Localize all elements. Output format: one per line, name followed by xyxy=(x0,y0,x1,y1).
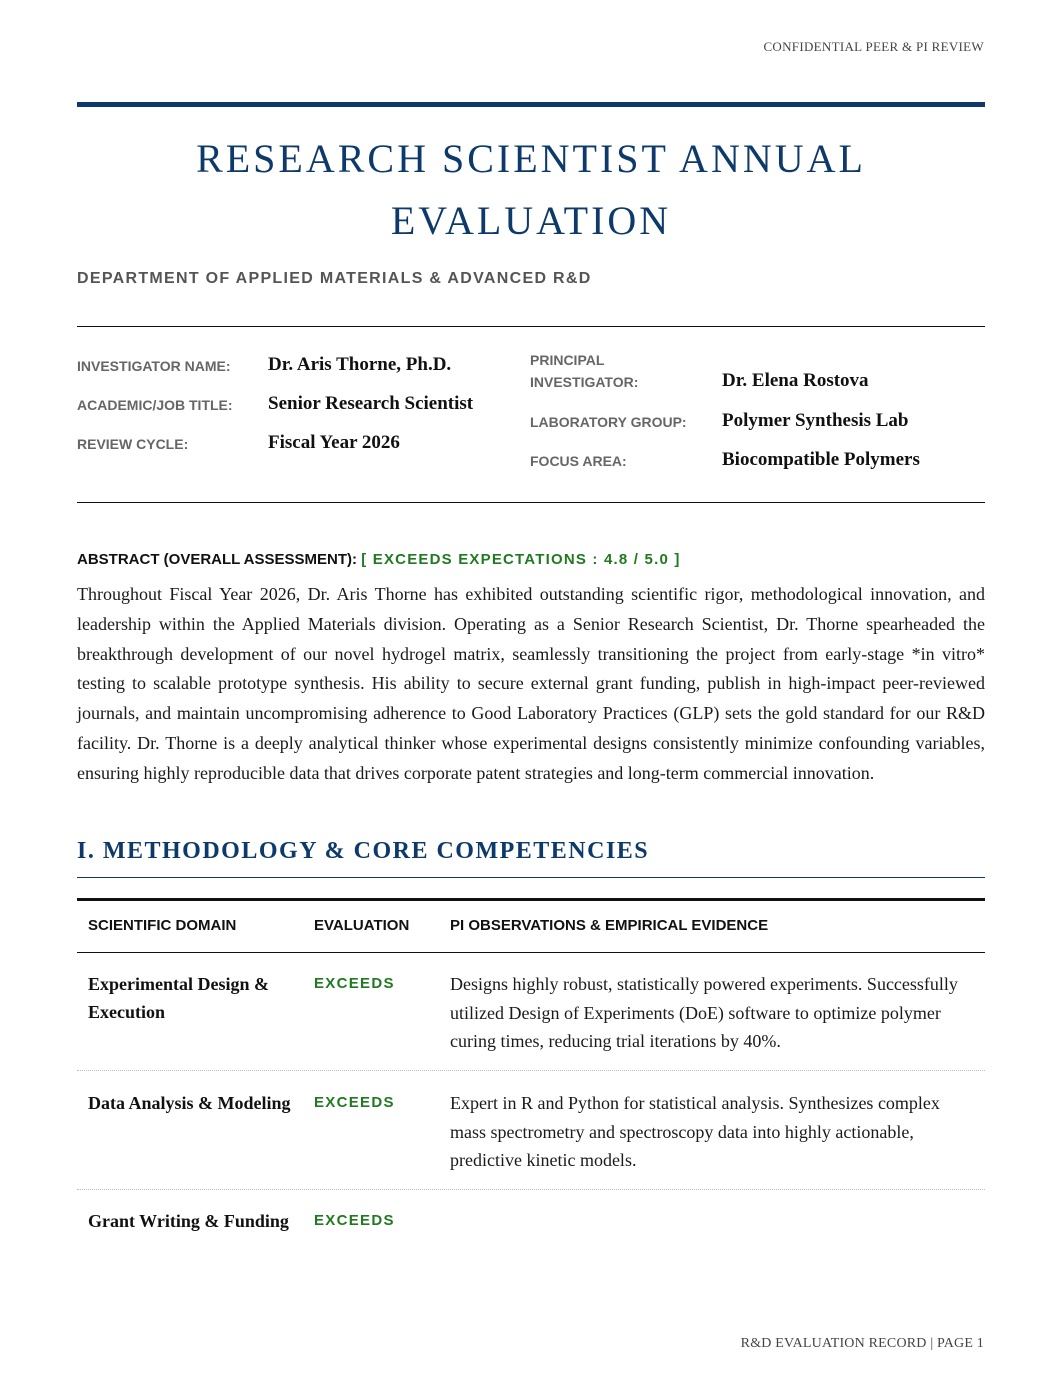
principal-investigator-value: Dr. Elena Rostova xyxy=(722,370,869,391)
header-rule xyxy=(77,102,985,107)
domain-cell: Experimental Design & Execution xyxy=(88,974,269,1022)
domain-cell: Grant Writing & Funding xyxy=(88,1211,289,1231)
domain-cell: Data Analysis & Modeling xyxy=(88,1093,291,1113)
department-subtitle: DEPARTMENT OF APPLIED MATERIALS & ADVANCED R&D xyxy=(77,270,592,287)
page-footer: R&D EVALUATION RECORD | PAGE 1 xyxy=(740,1336,984,1351)
section-title: I. METHODOLOGY & CORE COMPETENCIES xyxy=(77,838,650,864)
section-rule xyxy=(77,877,985,878)
observations-cell: Designs highly robust, statistically powered experiments. Successfully utilized Design of Experiments (DoE) software to optimize polymer curing times, reducing trial iterations by 40%. xyxy=(450,974,958,1052)
column-header-observations: PI OBSERVATIONS & EMPIRICAL EVIDENCE xyxy=(450,917,769,934)
table-header-rule xyxy=(77,952,985,953)
abstract-heading xyxy=(77,551,681,568)
row-divider xyxy=(77,1070,985,1071)
evaluation-cell: EXCEEDS xyxy=(314,1094,395,1111)
job-title-value: Senior Research Scientist xyxy=(268,393,474,414)
document-title: RESEARCH SCIENTIST ANNUAL EVALUATION xyxy=(196,136,866,243)
table-top-rule xyxy=(77,898,985,901)
investigator-name-label: INVESTIGATOR NAME: xyxy=(77,358,231,374)
evaluation-cell: EXCEEDS xyxy=(314,1212,395,1229)
focus-area-label: FOCUS AREA: xyxy=(530,453,627,469)
observations-cell: Expert in R and Python for statistical analysis. Synthesizes complex mass spectrometry and spectroscopy data into highly actionable, predictive kinetic models. xyxy=(450,1093,940,1171)
laboratory-group-value: Polymer Synthesis Lab xyxy=(722,410,909,431)
column-header-domain: SCIENTIFIC DOMAIN xyxy=(88,917,237,934)
meta-bottom-rule xyxy=(77,502,985,503)
focus-area-value: Biocompatible Polymers xyxy=(722,449,920,470)
row-divider xyxy=(77,1189,985,1190)
column-header-evaluation: EVALUATION xyxy=(314,917,410,934)
overall-rating-badge: [ EXCEEDS EXPECTATIONS : 4.8 / 5.0 ] xyxy=(361,551,681,568)
review-cycle-label: REVIEW CYCLE: xyxy=(77,436,189,452)
laboratory-group-label: LABORATORY GROUP: xyxy=(530,414,687,430)
job-title-label: ACADEMIC/JOB TITLE: xyxy=(77,397,233,413)
review-cycle-value: Fiscal Year 2026 xyxy=(268,432,400,453)
investigator-name-value: Dr. Aris Thorne, Ph.D. xyxy=(268,354,452,375)
abstract-body: Throughout Fiscal Year 2026, Dr. Aris Thorne has exhibited outstanding scientific rigor, methodological innovation, and leadership within the Applied Materials division. Operating as a Senior Research Scientist, Dr. Thorne spearheaded the breakthrough development of our novel hydrogel matrix, seamlessly transitioning the project from early-stage *in vitro* testing to scalable prototype synthesis. His ability to secure external grant funding, publish in high-impact peer-reviewed journals, and maintain uncompromising adherence to Good Laboratory Practices (GLP) sets the gold standard for our R&D facility. Dr. Thorne is a deeply analytical thinker whose experimental designs consistently minimize confounding variables, ensuring highly reproducible data that drives corporate patent strategies and long-term commercial innovation. xyxy=(77,584,985,783)
abstract-label: ABSTRACT (OVERALL ASSESSMENT): xyxy=(77,551,358,568)
confidential-label: CONFIDENTIAL PEER & PI REVIEW xyxy=(763,39,984,54)
evaluation-cell: EXCEEDS xyxy=(314,975,395,992)
meta-top-rule xyxy=(77,326,985,327)
principal-investigator-label: PRINCIPAL INVESTIGATOR: xyxy=(530,352,639,390)
